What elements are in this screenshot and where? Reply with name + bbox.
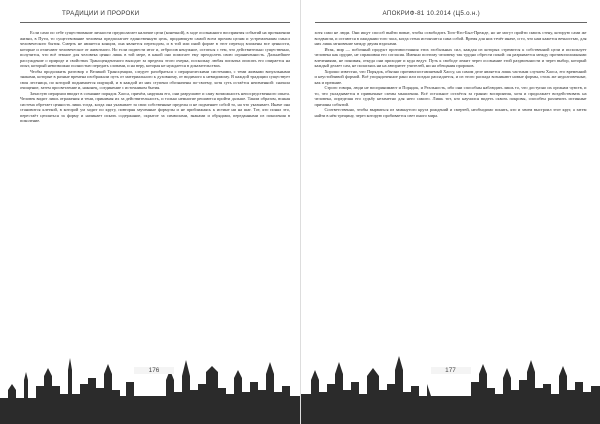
- paragraph: хотя само не люди. Они ищут способ выйти вовне, чтобы освободить Того-Кто-Был-Прежде, но не могут пройти сквозь стену, которую сами же воздвигли, и остаются в ожидании того часа, когда стена истончится сама собой. Время для них течёт иначе, и то, что нам кажется вечностью, для них лишь мгновение между двумя вздохами.: [314, 30, 587, 47]
- paragraph: Зачастую иерархии вводят в сознание порядок Хаоса, причём, нарушая его, они разрушают и саму возможность непосредственного опыта. Человек видит лишь отражения и тени, принимая их за действительность, и только немногие решаются пройти дальше. Таким образом, всякая система обретает ценность лишь тогда, когда она указывает за свои собственные пределы и не подменяет собой то, на что указывает. Иначе она становится клеткой, в которой ум ходит по кругу, повторяя заученные формулы и не приближаясь к истине ни на шаг. Тот, кто понял это, перестаёт цепляться за форму и начинает искать содержание, скрытое за символами, знаками и обрядами, переданными из поколения в поколение.: [20, 90, 290, 124]
- paragraph: Соответственно, чтобы вырваться из замкнутого круга рождений и смертей, необходимо понять, кто и зачем выстроил этот круг, а затем найти в нём трещину, через которую пробивается свет иного мира.: [314, 107, 587, 118]
- right-page: [301, 0, 600, 424]
- page-number-right: 177: [431, 367, 471, 374]
- paragraph: Итак, мир — побочный продукт противостояния этих глобальных сил, каждая из которых стремится к собственной цели и использует человека как орудие, не спрашивая его согласия. Именно поэтому человеку так трудно обрести покой: он разрывается между противоположными влечениями, не понимая, откуда они приходят и куда ведут. Путь к свободе лежит через осознание этой раздвоенности и через выбор, который каждый делает сам, не полагаясь ни на авторитет учителей, ни на обещания пророков.: [314, 46, 587, 69]
- body-text-right: [315, 30, 587, 118]
- running-header-right: АПОКРИФ-81 10.2014 (Ц5.о.н.): [382, 10, 481, 17]
- running-header-left: ТРАДИЦИИ И ПРОРОКИ: [62, 10, 140, 17]
- page-number-left: 176: [134, 367, 174, 374]
- paragraph: Чтобы продолжить разговор о Великой Трансценции, следует разобраться с иерархическими системами, с теми живыми визуальными знаками, которые в разные времена изображали путь от материального к духовному, от видимого к невидимому. В каждой традиции существует своя лестница, по которой поднимается ищущий, и в каждой из них ступени обозначены по-своему, хотя суть остаётся неизменной: сначала очищение, затем просветление и, наконец, соединение с источником бытия.: [20, 68, 290, 91]
- header-rule-left: [20, 22, 290, 23]
- paragraph: Хорошо известно, что Порядок, обычно противопоставляемый Хаосу, на самом деле является лишь частным случаем Хаоса, его временной и неустойчивой формой. Всё упорядоченное рано или поздно распадается, и из этого распада возникают новые формы, столь же недолговечные, как и прежние.: [314, 68, 587, 85]
- city-skyline-decoration: [301, 340, 600, 424]
- paragraph: Строго говоря, люди не воспринимают и Порядок, и Реальность, ибо они способны наблюдать лишь то, что доступно их органам чувств, и то, что укладывается в привычные схемы мышления. Всё остальное остаётся за гранью восприятия, хотя и продолжает воздействовать на человека, определяя его судьбу незаметно для него самого. Лишь тот, кто научился видеть сквозь покровы, способен различить истинные причины событий.: [314, 85, 587, 107]
- header-rule-right: [315, 22, 587, 23]
- paragraph: Если само по себе существование личности предполагает наличие цели (конечной), в ходе осознанного восприятия событий на протяжении жизни, в Пути, то существование человека предполагает единственную цель, придающую самой всем прочим целям и устремлениям смысл человеческого бытия. Смерть не является концом, она является переходом, и в той или иной форме в этот переход вложены все ценности, которые и отличают человеческое от животного. Но если подвести итог и, отбросив ненужное, остаться с тем, что действительно существенно, получится, что всё земное для человека ценно лишь в той мере, в какой оно помогает ему преодолеть свою ограниченность. Дальнейшее рассуждение о природе и свойствах Трансцендентного выходит за пределы этого очерка, поскольку любая попытка описать его опирается на опыт, который невозможно полностью передать словами, и на веру, которая не нуждается в доказательствах.: [20, 30, 290, 69]
- body-text-left: [20, 30, 290, 124]
- city-skyline-decoration: [0, 340, 300, 424]
